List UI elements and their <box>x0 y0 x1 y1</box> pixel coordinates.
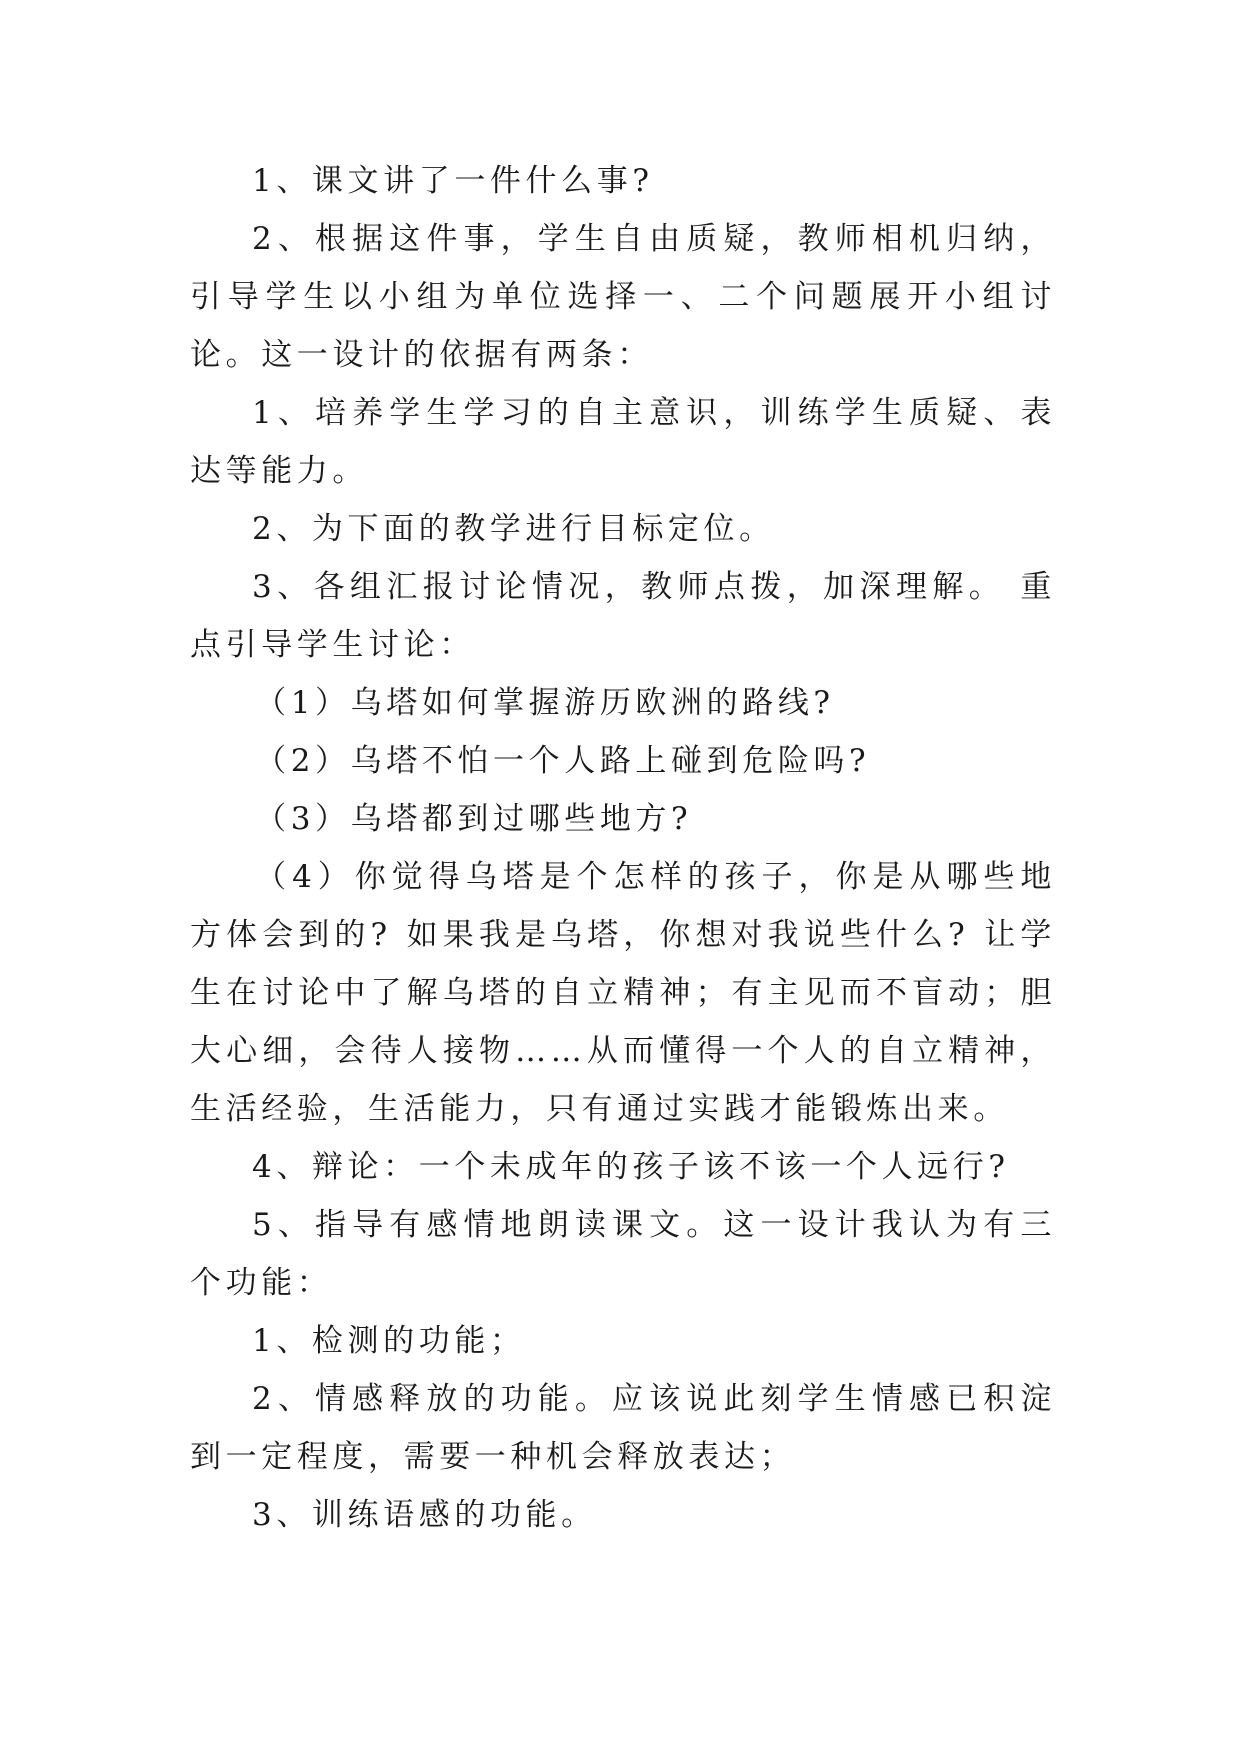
paragraph: 1、课文讲了一件什么事? <box>252 163 654 199</box>
question-item: （1）乌塔如何掌握游历欧洲的路线? <box>255 685 835 721</box>
paragraph: 4、辩论：一个未成年的孩子该不该一个人远行? <box>252 1149 1010 1185</box>
paragraph: 1、检测的功能； <box>252 1323 526 1359</box>
paragraph: 5、指导有感情地朗读课文。这一设计我认为有三个功能： <box>190 1207 1056 1301</box>
question-item: （4）你觉得乌塔是个怎样的孩子，你是从哪些地方体会到的? 如果我是乌塔，你想对我说些什么? 让学生在讨论中了解乌塔的自立精神；有主见而不盲动；胆大心细，会待人接物……从而懂得一个人的自立精神，生活经验，生活能力，只有通过实践才能锻炼出来。 <box>190 859 1056 1127</box>
paragraph: 2、情感释放的功能。应该说此刻学生情感已积淀到一定程度，需要一种机会释放表达； <box>190 1381 1056 1475</box>
paragraph: 3、各组汇报讨论情况，教师点拨，加深理解。 重点引导学生讨论： <box>190 569 1056 663</box>
paragraph: 1、培养学生学习的自主意识，训练学生质疑、表达等能力。 <box>190 395 1056 489</box>
paragraph: 2、为下面的教学进行目标定位。 <box>252 511 775 547</box>
document-body <box>190 152 1056 1544</box>
question-item: （3）乌塔都到过哪些地方? <box>255 801 693 837</box>
paragraph: 2、根据这件事，学生自由质疑，教师相机归纳，引导学生以小组为单位选择一、二个问题展开小组讨论。这一设计的依据有两条： <box>190 221 1056 373</box>
paragraph: 3、训练语感的功能。 <box>252 1497 597 1533</box>
question-item: （2）乌塔不怕一个人路上碰到危险吗? <box>255 743 871 779</box>
